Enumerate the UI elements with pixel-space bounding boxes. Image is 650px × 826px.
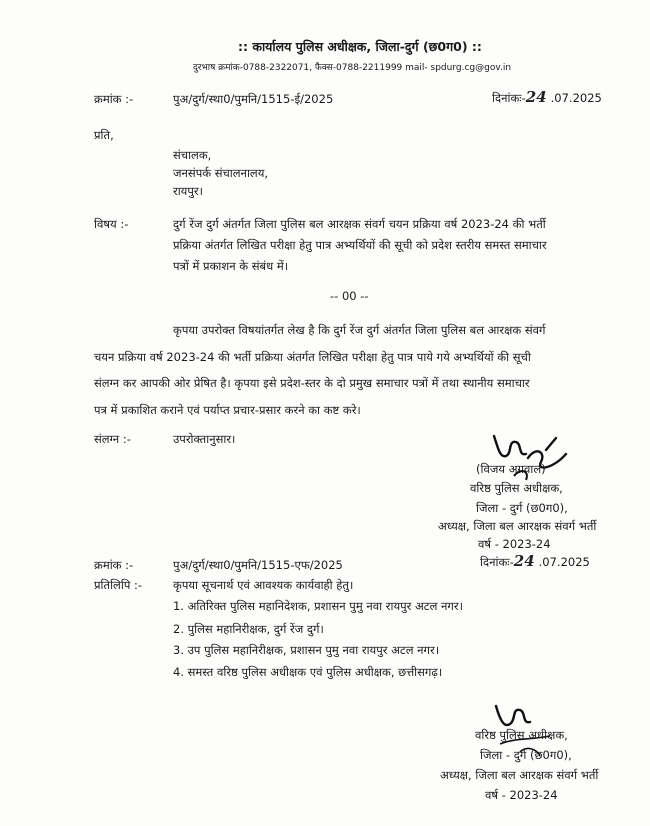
date-day: 24 (525, 88, 547, 106)
body-line: संलग्न कर आपकी ओर प्रेषित है। कृपया इसे प्रदेश-स्तर के दो प्रमुख समाचार पत्रों में तथा स्थानीय समाचार (94, 376, 530, 390)
kramank-label: क्रमांक :- (94, 558, 134, 572)
subject-line: पत्रों में प्रकाशन के संबंध में। (173, 259, 289, 273)
date-rest: .07.2025 (538, 555, 590, 569)
addressee-line: जनसंपर्क संचालनालय, (173, 166, 269, 180)
date-day: 24 (513, 552, 535, 570)
signature-line: वर्ष - 2023-24 (478, 537, 551, 551)
subject-label: विषय :- (94, 217, 129, 231)
enclosure-label: संलग्न :- (94, 432, 131, 446)
body-line: कृपया उपरोक्त विषयांतर्गत लेख है कि दुर्ग रेंज दुर्ग अंतर्गत जिला पुलिस बल आरक्षक संवर्ग (173, 323, 546, 337)
date (492, 88, 602, 106)
recipient-item: 4. समस्त वरिष्ठ पुलिस अधीक्षक एवं पुलिस अधीक्षक, छत्तीसगढ़। (173, 665, 443, 679)
enclosure-value: उपरोक्तानुसार। (173, 432, 236, 446)
date-label: दिनांकः- (480, 555, 514, 569)
date-rest: .07.2025 (550, 91, 602, 105)
signature-line: जिला - दुर्ग (छ0ग0), (476, 501, 568, 515)
recipient-item: 1. अतिरिक्त पुलिस महानिदेशक, प्रशासन पुमु नवा रायपुर अटल नगर। (173, 599, 463, 613)
addressee-line: रायपुर। (173, 184, 203, 198)
signature-line: जिला - दुर्ग (छ0ग0), (480, 748, 572, 762)
date-label: दिनांकः- (492, 91, 526, 105)
signature-line: वरिष्ठ पुलिस अधीक्षक, (470, 481, 563, 495)
subject-line: दुर्ग रेंज दुर्ग अंतर्गत जिला पुलिस बल आरक्षक संवर्ग चयन प्रक्रिया वर्ष 2023-24 की भर्ती (173, 217, 546, 231)
signature-line: वरिष्ठ पुलिस अधीक्षक, (475, 728, 568, 742)
addressee-line: संचालक, (173, 148, 212, 162)
prati-label: प्रति, (94, 128, 114, 142)
copy-label: प्रतिलिपि :- (94, 578, 143, 592)
separator: -- 00 -- (330, 289, 369, 303)
recipient-item: 3. उप पुलिस महानिरीक्षक, प्रशासन पुमु नवा रायपुर अटल नगर। (173, 643, 440, 657)
copy-intro: कृपया सूचनार्थ एवं आवश्यक कार्यवाही हेतु। (173, 578, 354, 592)
signer-name: (विजय अग्रवाल) (476, 462, 546, 476)
date (480, 552, 590, 570)
kramank-value: पुअ/दुर्ग/स्था0/पुमनि/1515-एफ/2025 (173, 558, 343, 572)
kramank-label: क्रमांक :- (94, 92, 134, 106)
signature-mark (486, 428, 576, 488)
contact-line: दुरभाष क्रमांक-0788-2322071, फैक्स-0788-2211999 mail- spdurg.cg@gov.in (193, 63, 512, 73)
signature-line: अध्यक्ष, जिला बल आरक्षक संवर्ग भर्ती (440, 768, 599, 782)
subject-line: प्रक्रिया अंतर्गत लिखित परीक्षा हेतु पात्र अभ्यर्थियों की सूची को प्रदेश स्तरीय समस्त समाचार (173, 238, 547, 252)
signature-line: अध्यक्ष, जिला बल आरक्षक संवर्ग भर्ती (438, 519, 597, 533)
kramank-value: पुअ/दुर्ग/स्था0/पुमनि/1515-ई/2025 (173, 92, 334, 106)
recipient-item: 2. पुलिस महानिरीक्षक, दुर्ग रेंज दुर्ग। (173, 622, 324, 636)
body-line: चयन प्रक्रिया वर्ष 2023-24 की भर्ती प्रक्रिया अंतर्गत लिखित परीक्षा हेतु पात्र पाये गये अभ्यर्थियों की सूची (94, 350, 531, 364)
signature-line: वर्ष - 2023-24 (485, 788, 558, 802)
office-heading: :: कार्यालय पुलिस अधीक्षक, जिला-दुर्ग (छ0ग0) :: (238, 39, 482, 54)
body-line: पत्र में प्रकाशित कराने एवं पर्याप्त प्रचार-प्रसार करने का कष्ट करे। (94, 403, 361, 417)
